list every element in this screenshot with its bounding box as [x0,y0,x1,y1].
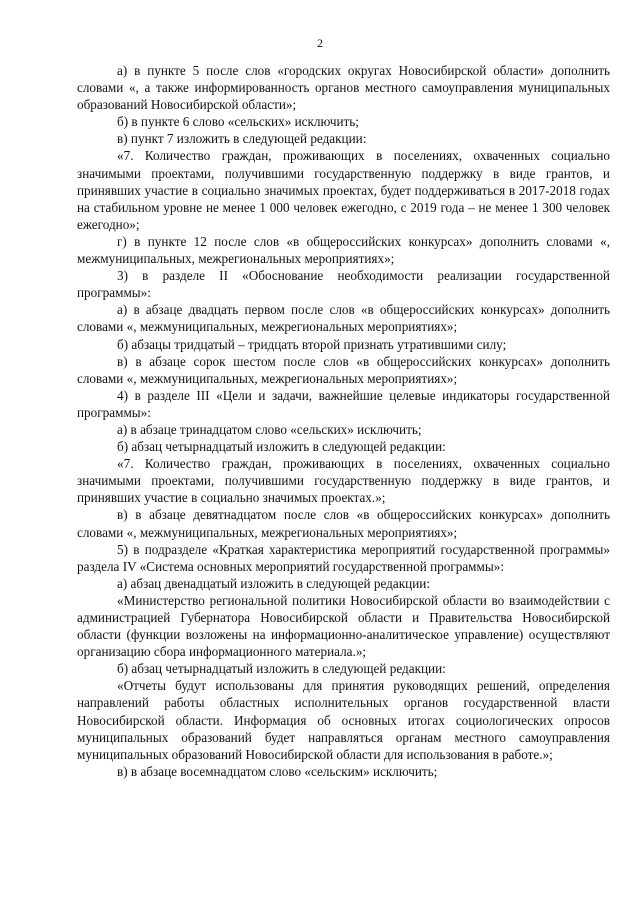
paragraph: 5) в подразделе «Краткая характеристика мероприятий государственной программы» раздела IV «Система основных мероприятий государственной программы»: [77,541,610,574]
paragraph: 4) в разделе III «Цели и задачи, важнейшие целевые индикаторы государственной программы»: [77,387,610,420]
paragraph: б) в пункте 6 слово «сельских» исключить; [117,114,359,130]
paragraph: в) в абзаце восемнадцатом слово «сельским» исключить; [117,763,438,779]
paragraph: а) в пункте 5 после слов «городских округах Новосибирской области» дополнить словами «, а также информированность органов местного самоуправления муниципальных образований Новосибирской области»; [77,63,610,113]
paragraph: б) абзацы тридцатый – тридцать второй признать утратившими силу; [117,336,507,352]
paragraph: б) абзац четырнадцатый изложить в следующей редакции: [117,439,446,455]
paragraph: а) в абзаце двадцать первом после слов «в общероссийских конкурсах» дополнить словами «, межмуниципальных, межрегиональных мероприятиях»; [77,302,610,335]
paragraph: 3) в разделе II «Обоснование необходимости реализации государственной программы»: [77,268,610,301]
paragraph: а) абзац двенадцатый изложить в следующей редакции: [117,575,430,591]
paragraph: а) в абзаце тринадцатом слово «сельских» исключить; [117,421,422,437]
paragraph: в) в абзаце сорок шестом после слов «в общероссийских конкурсах» дополнить словами «, межмуниципальных, межрегиональных мероприятиях»; [77,353,610,386]
paragraph: в) пункт 7 изложить в следующей редакции: [117,131,367,147]
paragraph: г) в пункте 12 после слов «в общероссийских конкурсах» дополнить словами «, межмуниципальных, межрегиональных мероприятиях»; [77,233,610,267]
page-number: 2 [317,36,323,50]
paragraph: в) в абзаце девятнадцатом после слов «в общероссийских конкурсах» дополнить словами «, межмуниципальных, межрегиональных мероприятиях»; [77,507,610,540]
paragraph: б) абзац четырнадцатый изложить в следующей редакции: [117,661,446,677]
paragraph: «7. Количество граждан, проживающих в поселениях, охваченных социально значимыми проектами, получившими государственную поддержку в виде грантов, и принявших участие в социально значимых проектах.»; [77,456,610,506]
paragraph: «7. Количество граждан, проживающих в поселениях, охваченных социально значимыми проектами, получившими государственную поддержку в виде грантов, и принявших участие в социально значимых проектах, будет поддерживаться в 2017-2018 годах на стабильном уровне не менее 1 000 человек ежегодно, с 2019 года – не менее 1 300 человек ежегодно»; [77,148,610,232]
paragraph: «Отчеты будут использованы для принятия руководящих решений, определения направлений работы областных исполнительных органов государственной власти Новосибирской области. Информация об основных итогах социологических опросов муниципальных образований будет направляться органам местного самоуправления муниципальных образований Новосибирской области для использования в работе.»; [77,678,610,762]
paragraph: «Министерство региональной политики Новосибирской области во взаимодействии с администрацией Губернатора Новосибирской области и Правительства Новосибирской области (функции возложены на информационно-аналитическое управление) осуществляют организацию сбора информационного материала.»; [77,592,610,660]
document-body [77,62,610,780]
